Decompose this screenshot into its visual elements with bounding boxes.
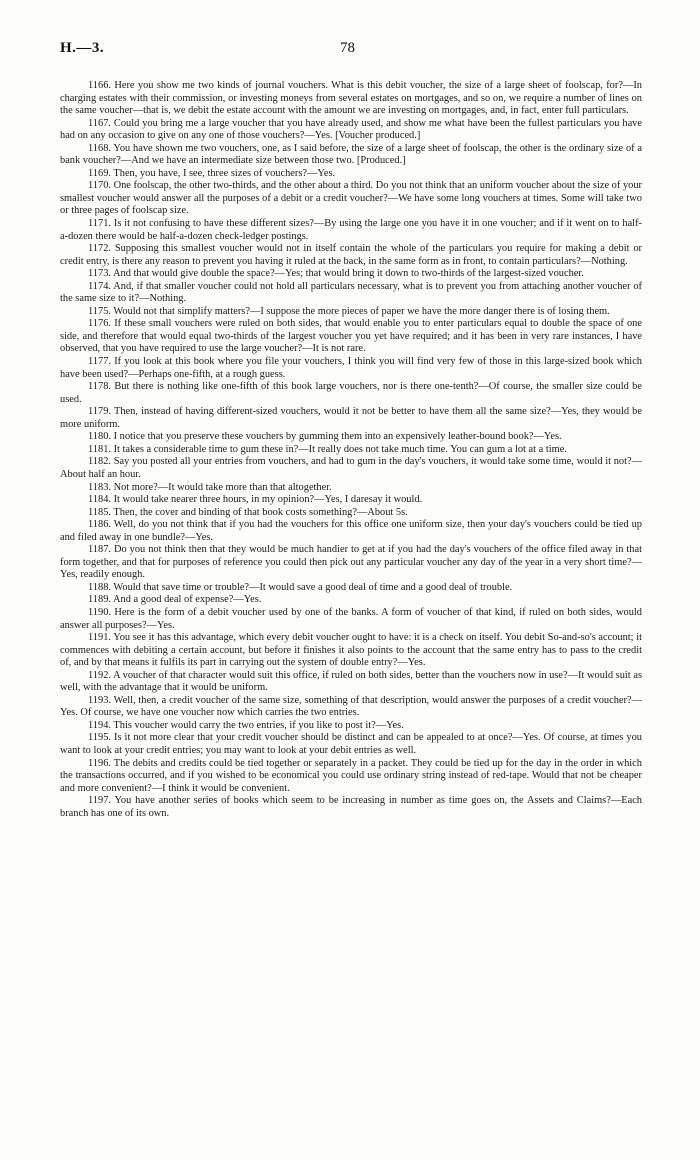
paragraph: 1184. It would take nearer three hours, in my opinion?—Yes, I daresay it would. bbox=[88, 494, 423, 506]
paragraph: 1173. And that would give double the space?—Yes; that would bring it down to two-thirds of the largest-sized voucher. bbox=[88, 268, 584, 280]
paragraph: 1182. Say you posted all your entries from vouchers, and had to gum in the day's vouchers, it would take some time, would it not?—About half an hour. bbox=[60, 456, 642, 480]
paragraph: 1181. It takes a considerable time to gum these in?—It really does not take much time. You can gum a lot at a time. bbox=[88, 443, 567, 455]
paragraph: 1185. Then, the cover and binding of that book costs something?—About 5s. bbox=[88, 506, 408, 518]
paragraph: 1174. And, if that smaller voucher could not hold all particulars necessary, what is to prevent you from attaching another voucher of the same size to it?—Nothing. bbox=[60, 280, 642, 305]
paragraph: 1180. I notice that you preserve these vouchers by gumming them into an expensively leather-bound book?—Yes. bbox=[88, 431, 562, 443]
paragraph: 1186. Well, do you not think that if you had the vouchers for this office one uniform size, then your day's vouchers could be tied up and filed away in one bundle?—Yes. bbox=[60, 519, 642, 543]
paragraph: 1193. Well, then, a credit voucher of the same size, something of that description, would answer the purposes of a credit voucher?—Yes. Of course, we have one voucher now which carries the two entries. bbox=[60, 694, 642, 719]
paragraph: 1177. If you look at this book where you file your vouchers, I think you will find very few of those in this large-sized book which have been used?—Perhaps one-fifth, at a rough guess. bbox=[60, 356, 642, 380]
paragraph: 1176. If these small vouchers were ruled on both sides, that would enable you to enter particulars equal to double the space of one side, and therefore that would equal two-thirds of the largest voucher you yet have required; and it has been in very rare instances, I have observed, that you have required to use the large voucher?—It is not rare. bbox=[60, 318, 642, 355]
paragraph: 1170. One foolscap, the other two-thirds, and the other about a third. Do you not think that an uniform voucher about the size of your smallest voucher would answer all the purposes of a debit or a credit voucher?—We have some long vouchers at times. Some will take two or three pages of foolscap size. bbox=[60, 180, 642, 217]
paragraph: 1188. Would that save time or trouble?—It would save a good deal of time and a good deal of trouble. bbox=[88, 581, 513, 593]
page-number: 78 bbox=[340, 40, 355, 56]
paragraph: 1179. Then, instead of having different-sized vouchers, would it not be better to have them all the same size?—Yes, they would be more uniform. bbox=[60, 406, 642, 430]
paragraph: 1197. You have another series of books which seem to be increasing in number as time goes on, the Assets and Claims?—Each branch has one of its own. bbox=[60, 795, 642, 819]
paragraph: 1192. A voucher of that character would suit this office, if ruled on both sides, better than the vouchers now in use?—It would suit as well, with the advantage that it would be uniform. bbox=[60, 669, 642, 694]
paragraph: 1195. Is it not more clear that your credit voucher should be distinct and can be appealed to at once?—Yes. Of course, at times you want to look at your credit entries; you may want to look at your debit entries as well. bbox=[60, 732, 642, 756]
paragraph: 1166. Here you show me two kinds of journal vouchers. What is this debit voucher, the size of a large sheet of foolscap, for?—In charging estates with their commission, or investing moneys from several estates on mortgages, and so on, we require a number of lines on the same voucher—that is, we debit the estate account with the amount we are investing on mortgages, and, in fact, enter full particulars. bbox=[60, 80, 642, 117]
paragraph: 1187. Do you not think then that they would be much handier to get at if you had the day's vouchers of the office filed away in that form together, and that for purposes of reference you could then pick out any particular voucher any day of the year in a very short time?—Yes, readily enough. bbox=[60, 544, 642, 581]
paragraph: 1168. You have shown me two vouchers, one, as I said before, the size of a large sheet of foolscap, the other is the ordinary size of a bank voucher?—And we have an intermediate size between those two. [Produced.] bbox=[60, 142, 642, 167]
paragraph: 1196. The debits and credits could be tied together or separately in a packet. They could be tied up for the day in the order in which the transactions occurred, and if you wished to be economical you could use ordinary string instead of red-tape. Would that not be cheaper and more convenient?—I think it would be convenient. bbox=[60, 757, 642, 794]
paragraph: 1189. And a good deal of expense?—Yes. bbox=[88, 594, 262, 606]
paragraph: 1183. Not more?—It would take more than that altogether. bbox=[88, 481, 332, 493]
paragraph: 1167. Could you bring me a large voucher that you have already used, and show me what have been the fullest particulars you have had on any occasion to give on any one of those vouchers?—Yes. [Voucher produced.] bbox=[60, 117, 642, 142]
paragraph: 1191. You see it has this advantage, which every debit voucher ought to have: it is a check on itself. You debit So-and-so's account; it commences with debiting a certain account, but before it finishes it also points to the account that the same entry has to pass to the credit of, and by that means it fulfils its part in carrying out the system of double entry?—Yes. bbox=[60, 632, 642, 669]
paragraph: 1178. But there is nothing like one-fifth of this book large vouchers, nor is there one-tenth?—Of course, the smaller size could be used. bbox=[60, 381, 642, 405]
paragraph: 1175. Would not that simplify matters?—I suppose the more pieces of paper we have the more danger there is of losing them. bbox=[88, 305, 610, 317]
paragraph: 1190. Here is the form of a debit voucher used by one of the banks. A form of voucher of that kind, if ruled on both sides, would answer all purposes?—Yes. bbox=[60, 606, 642, 631]
series-reference: H.—3. bbox=[60, 40, 105, 56]
paragraph: 1171. Is it not confusing to have these different sizes?—By using the large one you have it in one voucher; and if it went on to half-a-dozen there would be half-a-dozen check-ledger postings. bbox=[60, 218, 642, 242]
paragraph: 1172. Supposing this smallest voucher would not in itself contain the whole of the particulars you require for making a debit or credit entry, is there any reason to prevent you having it ruled at the back, in the same form as in front, to contain particulars?—Nothing. bbox=[60, 243, 642, 267]
paragraph: 1169. Then, you have, I see, three sizes of vouchers?—Yes. bbox=[88, 167, 336, 179]
paragraph: 1194. This voucher would carry the two entries, if you like to post it?—Yes. bbox=[88, 719, 404, 731]
document-body bbox=[60, 80, 642, 820]
